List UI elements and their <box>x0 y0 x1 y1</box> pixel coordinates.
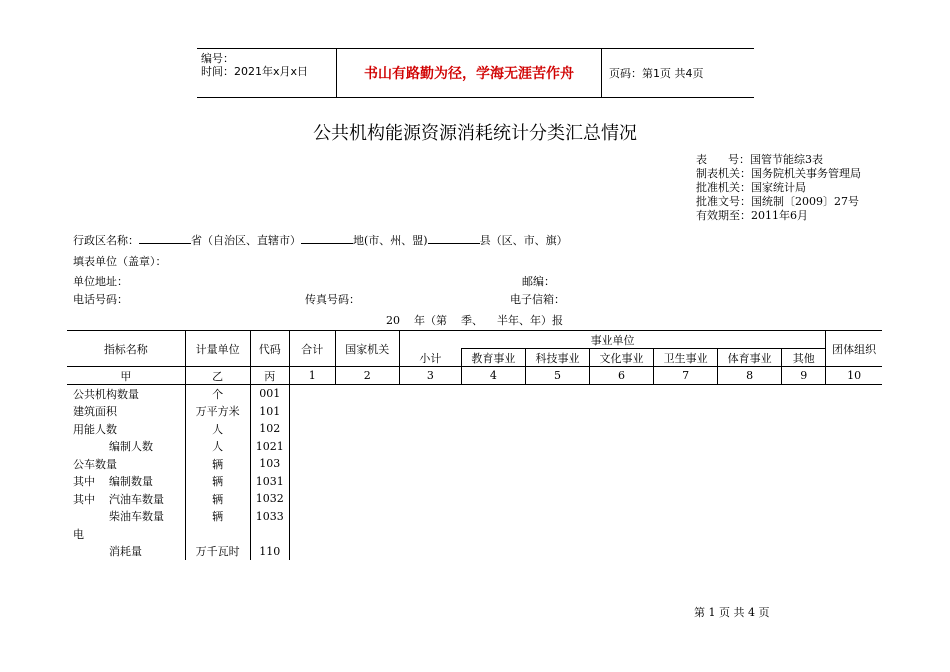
meta-approver: 批准机关：国家统计局 <box>696 181 806 194</box>
index-cell: 4 <box>461 367 525 385</box>
value-cell[interactable] <box>782 525 826 543</box>
value-cell[interactable] <box>826 508 882 526</box>
fax-label: 传真号码： <box>305 293 360 306</box>
value-cell[interactable] <box>335 490 399 508</box>
value-cell[interactable] <box>461 525 525 543</box>
value-cell[interactable] <box>289 420 335 438</box>
value-cell[interactable] <box>399 473 461 491</box>
row-indicator: 公共机构数量 <box>67 385 185 403</box>
value-cell[interactable] <box>461 403 525 421</box>
row-indicator: 其中 汽油车数量 <box>67 490 185 508</box>
value-cell[interactable] <box>590 473 654 491</box>
value-cell[interactable] <box>718 438 782 456</box>
value-cell[interactable] <box>461 490 525 508</box>
row-unit: 辆 <box>185 490 250 508</box>
row-indicator: 公车数量 <box>67 455 185 473</box>
province-blank[interactable] <box>139 232 191 244</box>
value-cell[interactable] <box>718 403 782 421</box>
value-cell[interactable] <box>718 473 782 491</box>
value-cell[interactable] <box>782 473 826 491</box>
value-cell[interactable] <box>826 455 882 473</box>
index-cell: 2 <box>335 367 399 385</box>
value-cell[interactable] <box>335 403 399 421</box>
table-row <box>67 508 882 526</box>
value-cell[interactable] <box>399 490 461 508</box>
value-cell[interactable] <box>782 508 826 526</box>
row-indicator: 其中 编制数量 <box>67 473 185 491</box>
report-period: 20 年（第 季、 半年、年）报 <box>386 314 563 327</box>
value-cell[interactable] <box>335 385 399 403</box>
meta-valid-until: 有效期至：2011年6月 <box>696 209 808 222</box>
value-cell[interactable] <box>335 525 399 543</box>
value-cell[interactable] <box>654 438 718 456</box>
row-code: 1032 <box>250 490 289 508</box>
address-label: 单位地址： <box>73 275 128 288</box>
row-unit: 辆 <box>185 455 250 473</box>
col-public-institutions: 事业单位 <box>399 331 825 349</box>
row-unit <box>185 525 250 543</box>
value-cell[interactable] <box>525 403 589 421</box>
value-cell[interactable] <box>289 385 335 403</box>
value-cell[interactable] <box>654 525 718 543</box>
header-left-cell <box>197 49 337 97</box>
row-indicator: 柴油车数量 <box>67 508 185 526</box>
index-cell: 10 <box>826 367 882 385</box>
value-cell[interactable] <box>289 543 335 561</box>
value-cell[interactable] <box>718 420 782 438</box>
row-code: 110 <box>250 543 289 561</box>
value-cell[interactable] <box>590 385 654 403</box>
row-code <box>250 525 289 543</box>
value-cell[interactable] <box>782 455 826 473</box>
col-health: 卫生事业 <box>654 349 718 367</box>
value-cell[interactable] <box>289 473 335 491</box>
table-row <box>67 525 882 543</box>
value-cell[interactable] <box>654 455 718 473</box>
value-cell[interactable] <box>335 455 399 473</box>
value-cell[interactable] <box>335 543 399 561</box>
index-cell: 7 <box>654 367 718 385</box>
table-row <box>67 403 882 421</box>
row-code: 1033 <box>250 508 289 526</box>
row-code: 103 <box>250 455 289 473</box>
value-cell[interactable] <box>826 420 882 438</box>
value-cell[interactable] <box>654 403 718 421</box>
motto: 书山有路勤为径，学海无涯苦作舟 <box>337 49 602 97</box>
value-cell[interactable] <box>461 385 525 403</box>
value-cell[interactable] <box>826 525 882 543</box>
index-cell: 甲 <box>67 367 185 385</box>
value-cell[interactable] <box>399 420 461 438</box>
table-row <box>67 455 882 473</box>
value-cell[interactable] <box>590 543 654 561</box>
value-cell[interactable] <box>525 525 589 543</box>
row-indicator: 编制人数 <box>67 438 185 456</box>
value-cell[interactable] <box>590 490 654 508</box>
value-cell[interactable] <box>525 385 589 403</box>
value-cell[interactable] <box>654 473 718 491</box>
value-cell[interactable] <box>718 490 782 508</box>
postcode-label: 邮编： <box>522 275 555 288</box>
row-code: 1021 <box>250 438 289 456</box>
value-cell[interactable] <box>461 438 525 456</box>
row-indicator: 电 <box>67 525 185 543</box>
value-cell[interactable] <box>399 455 461 473</box>
row-code: 001 <box>250 385 289 403</box>
value-cell[interactable] <box>525 473 589 491</box>
col-unit: 计量单位 <box>185 331 250 367</box>
value-cell[interactable] <box>335 508 399 526</box>
time-label: 时间：2021年x月x日 <box>201 65 309 78</box>
row-unit: 万千瓦时 <box>185 543 250 561</box>
value-cell[interactable] <box>718 525 782 543</box>
page-title: 公共机构能源资源消耗统计分类汇总情况 <box>313 123 637 144</box>
col-gov: 国家机关 <box>335 331 399 367</box>
table-row <box>67 473 882 491</box>
col-groups: 团体组织 <box>826 331 882 367</box>
value-cell[interactable] <box>461 508 525 526</box>
index-cell: 6 <box>590 367 654 385</box>
region-line <box>73 232 568 248</box>
value-cell[interactable] <box>590 508 654 526</box>
value-cell[interactable] <box>289 525 335 543</box>
index-cell: 丙 <box>250 367 289 385</box>
index-cell: 8 <box>718 367 782 385</box>
value-cell[interactable] <box>782 543 826 561</box>
col-code: 代码 <box>250 331 289 367</box>
value-cell[interactable] <box>399 438 461 456</box>
value-cell[interactable] <box>782 403 826 421</box>
row-unit: 人 <box>185 438 250 456</box>
value-cell[interactable] <box>826 490 882 508</box>
value-cell[interactable] <box>399 525 461 543</box>
value-cell[interactable] <box>718 455 782 473</box>
meta-approval-no: 批准文号：国统制〔2009〕27号 <box>696 195 859 208</box>
value-cell[interactable] <box>289 438 335 456</box>
county-label: 县（区、市、旗） <box>479 234 568 247</box>
index-cell: 9 <box>782 367 826 385</box>
col-other: 其他 <box>782 349 826 367</box>
value-cell[interactable] <box>525 508 589 526</box>
row-code: 101 <box>250 403 289 421</box>
value-cell[interactable] <box>654 490 718 508</box>
table-row <box>67 490 882 508</box>
row-unit: 个 <box>185 385 250 403</box>
value-cell[interactable] <box>289 403 335 421</box>
page-footer: 第 1 页 共 4 页 <box>694 606 770 619</box>
meta-form-number: 表 号：国管节能综3表 <box>696 153 823 166</box>
col-culture: 文化事业 <box>590 349 654 367</box>
value-cell[interactable] <box>525 420 589 438</box>
value-cell[interactable] <box>525 438 589 456</box>
row-unit: 人 <box>185 420 250 438</box>
value-cell[interactable] <box>654 385 718 403</box>
value-cell[interactable] <box>461 420 525 438</box>
filler-label: 填表单位（盖章）： <box>73 255 167 268</box>
row-indicator: 用能人数 <box>67 420 185 438</box>
phone-label: 电话号码： <box>73 293 128 306</box>
city-blank[interactable] <box>301 232 353 244</box>
city-label: 地(市、州、盟) <box>353 234 428 247</box>
value-cell[interactable] <box>782 385 826 403</box>
value-cell[interactable] <box>399 543 461 561</box>
value-cell[interactable] <box>654 420 718 438</box>
table-row <box>67 438 882 456</box>
col-science: 科技事业 <box>525 349 589 367</box>
col-subtotal: 小计 <box>399 349 461 367</box>
province-label: 省（自治区、直辖市） <box>191 234 301 247</box>
value-cell[interactable] <box>525 455 589 473</box>
table-row <box>67 385 882 403</box>
value-cell[interactable] <box>718 385 782 403</box>
value-cell[interactable] <box>399 508 461 526</box>
value-cell[interactable] <box>461 455 525 473</box>
value-cell[interactable] <box>461 473 525 491</box>
statistics-table <box>67 330 882 560</box>
page-label: 页码：第1页 共4页 <box>609 67 704 80</box>
form-meta <box>696 153 861 223</box>
value-cell[interactable] <box>590 455 654 473</box>
value-cell[interactable] <box>590 403 654 421</box>
row-unit: 万平方米 <box>185 403 250 421</box>
value-cell[interactable] <box>590 525 654 543</box>
col-indicator: 指标名称 <box>67 331 185 367</box>
index-row <box>67 367 882 385</box>
index-cell: 3 <box>399 367 461 385</box>
email-label: 电子信箱： <box>510 293 565 306</box>
row-unit: 辆 <box>185 473 250 491</box>
number-label: 编号： <box>201 52 234 65</box>
county-blank[interactable] <box>428 232 480 244</box>
row-unit: 辆 <box>185 508 250 526</box>
row-code: 1031 <box>250 473 289 491</box>
row-code: 102 <box>250 420 289 438</box>
value-cell[interactable] <box>718 543 782 561</box>
value-cell[interactable] <box>590 420 654 438</box>
value-cell[interactable] <box>782 490 826 508</box>
value-cell[interactable] <box>335 473 399 491</box>
value-cell[interactable] <box>525 543 589 561</box>
table-row <box>67 543 882 561</box>
value-cell[interactable] <box>525 490 589 508</box>
value-cell[interactable] <box>399 385 461 403</box>
document-header <box>197 48 754 98</box>
value-cell[interactable] <box>782 438 826 456</box>
value-cell[interactable] <box>289 508 335 526</box>
value-cell[interactable] <box>654 543 718 561</box>
row-indicator: 建筑面积 <box>67 403 185 421</box>
value-cell[interactable] <box>826 438 882 456</box>
table-row <box>67 420 882 438</box>
value-cell[interactable] <box>826 385 882 403</box>
value-cell[interactable] <box>335 438 399 456</box>
value-cell[interactable] <box>289 455 335 473</box>
value-cell[interactable] <box>654 508 718 526</box>
meta-issuer: 制表机关：国务院机关事务管理局 <box>696 167 861 180</box>
value-cell[interactable] <box>826 543 882 561</box>
index-cell: 乙 <box>185 367 250 385</box>
col-education: 教育事业 <box>461 349 525 367</box>
value-cell[interactable] <box>335 420 399 438</box>
col-sports: 体育事业 <box>718 349 782 367</box>
value-cell[interactable] <box>461 543 525 561</box>
index-cell: 5 <box>525 367 589 385</box>
value-cell[interactable] <box>590 438 654 456</box>
value-cell[interactable] <box>782 420 826 438</box>
region-label: 行政区名称： <box>73 234 139 247</box>
value-cell[interactable] <box>718 508 782 526</box>
value-cell[interactable] <box>289 490 335 508</box>
value-cell[interactable] <box>399 403 461 421</box>
row-indicator: 消耗量 <box>67 543 185 561</box>
index-cell: 1 <box>289 367 335 385</box>
value-cell[interactable] <box>826 403 882 421</box>
col-total: 合计 <box>289 331 335 367</box>
value-cell[interactable] <box>826 473 882 491</box>
